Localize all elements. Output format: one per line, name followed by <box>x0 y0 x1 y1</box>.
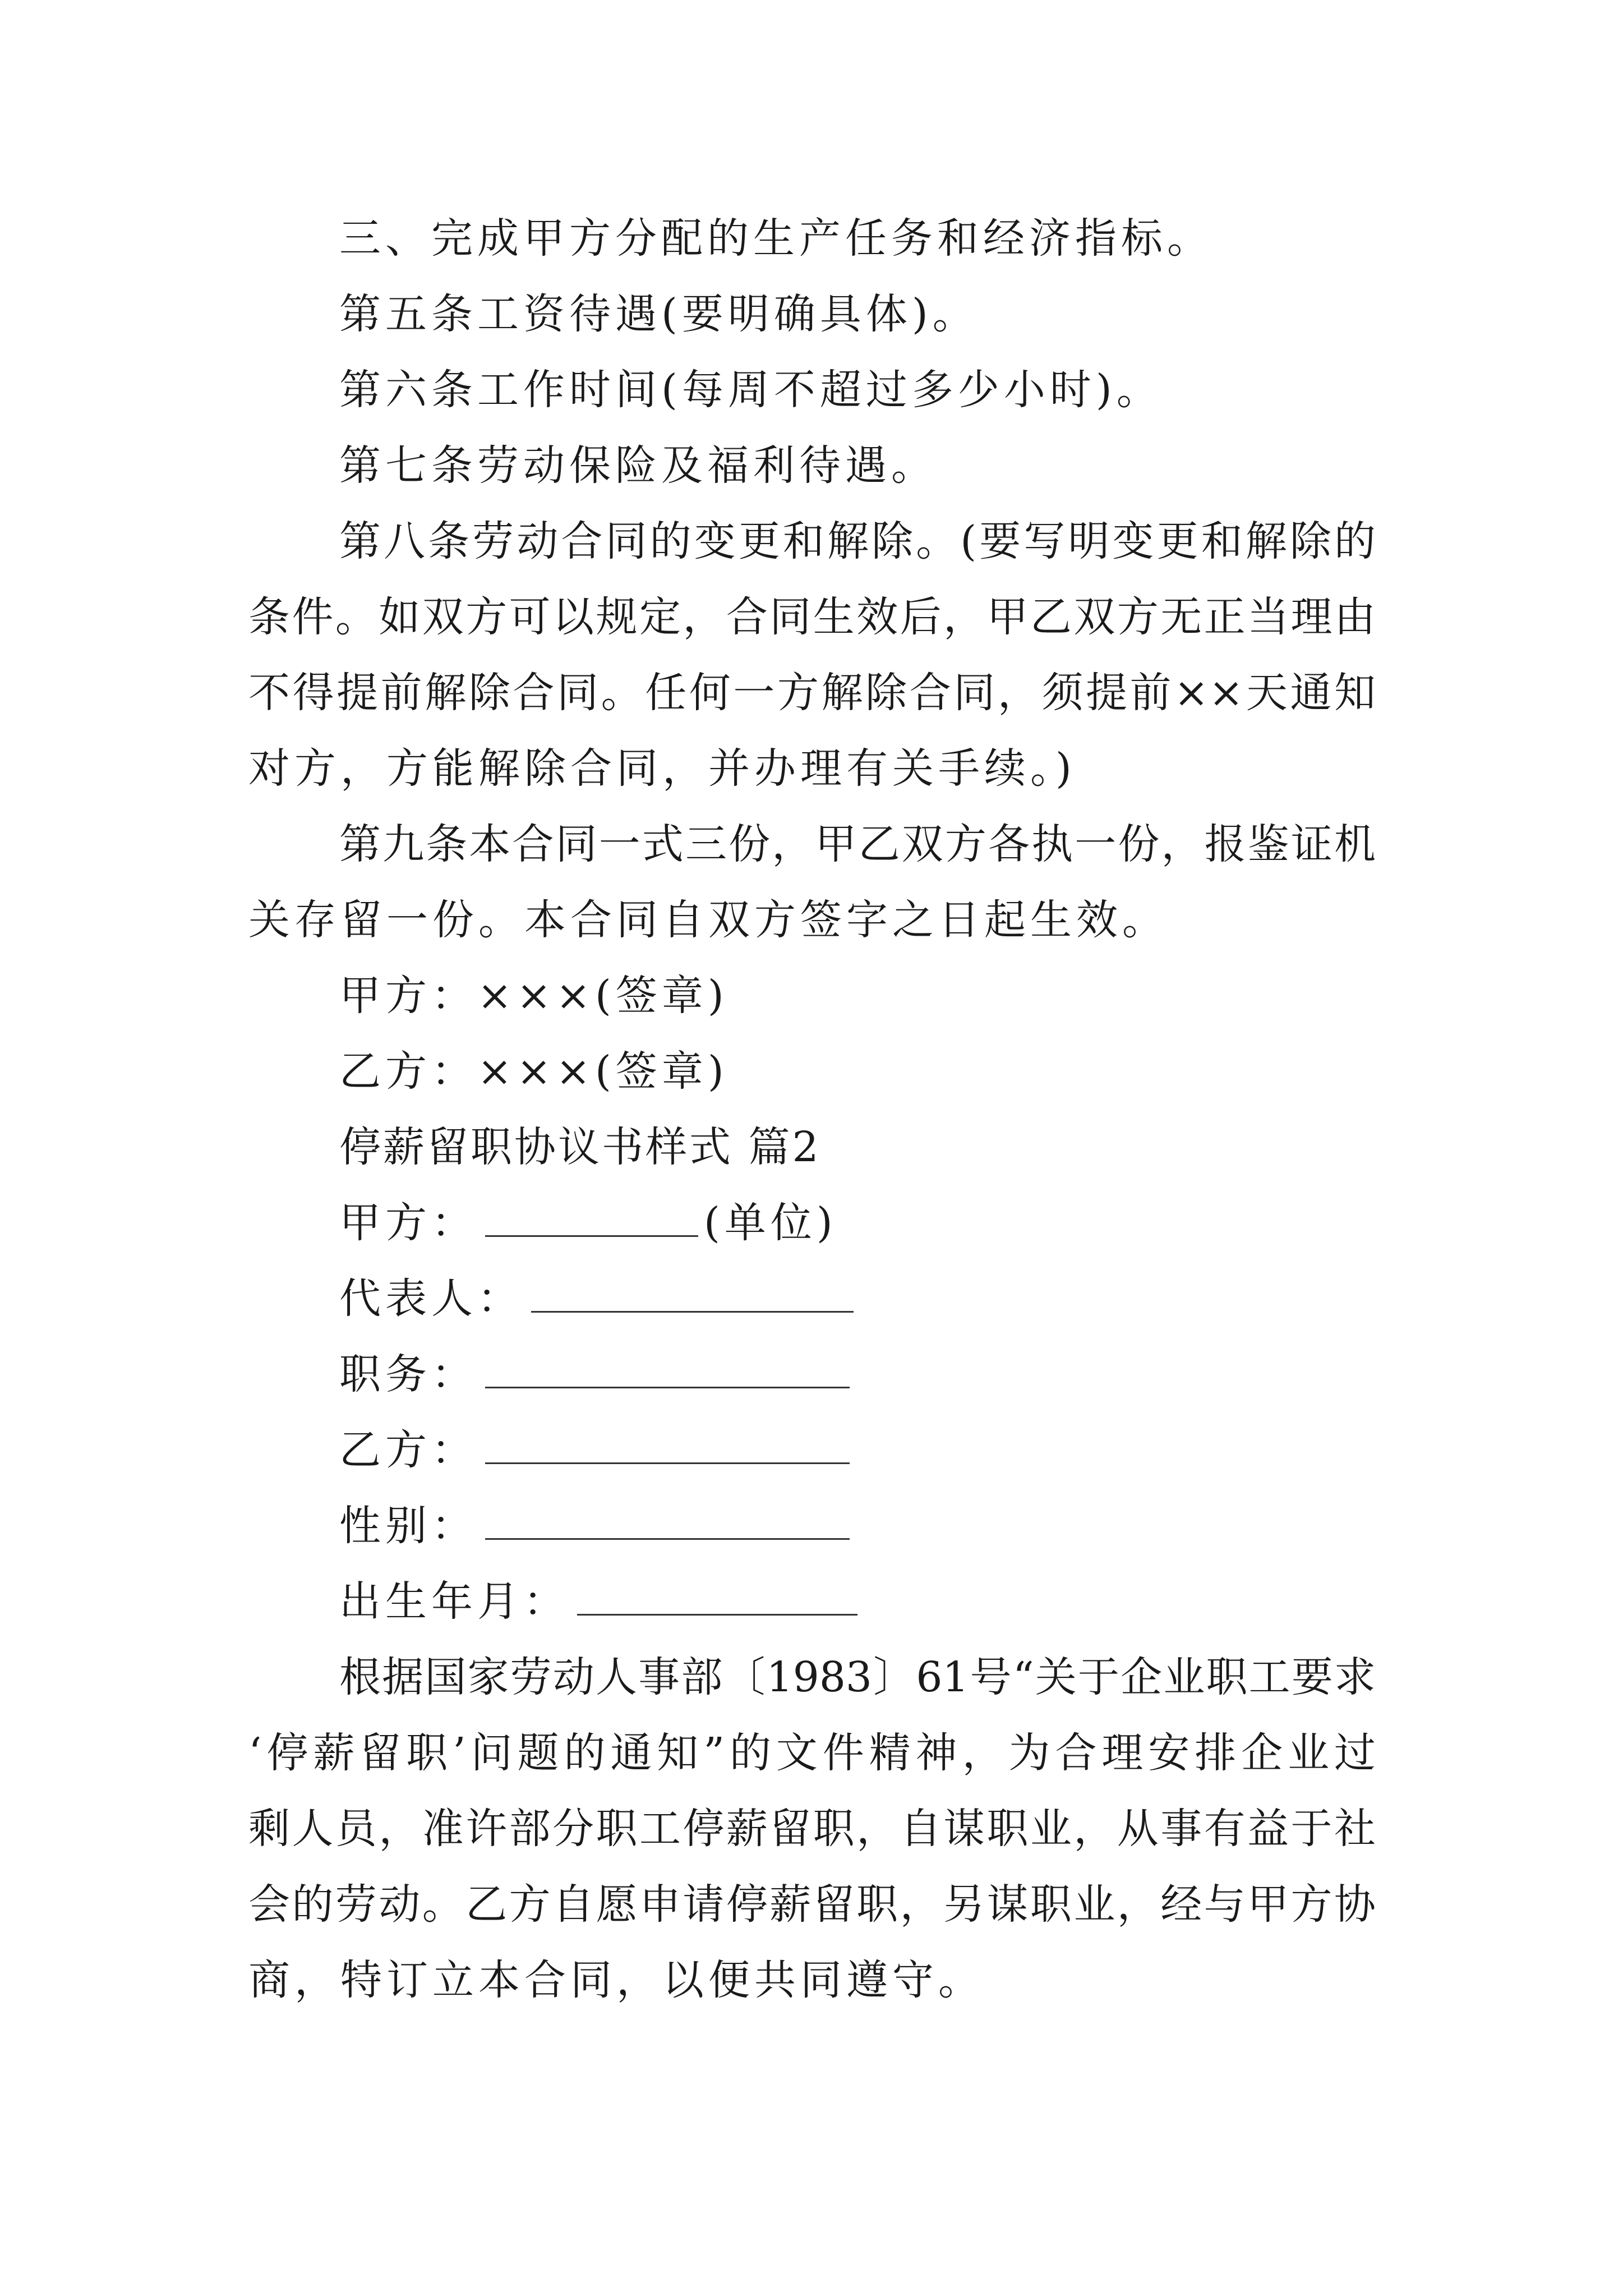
paragraph-line: ‘停薪留职’问题的通知”的文件精神，为合理安排企业过 <box>248 1729 1376 1777</box>
paragraph-line: 关存留一份。本合同自双方签字之日起生效。 <box>248 896 1168 944</box>
field-party-a <box>339 1195 837 1251</box>
field-label: 代表人： <box>339 1274 523 1323</box>
paragraph-line: 第七条劳动保险及福利待遇。 <box>339 441 937 490</box>
blank-line <box>485 1352 850 1388</box>
paragraph-line: 不得提前解除合同。任何一方解除合同，须提前××天通知 <box>248 669 1376 717</box>
field-label: 出生年月： <box>339 1577 569 1626</box>
section-heading: 停薪留职协议书样式 篇2 <box>339 1123 821 1171</box>
blank-line <box>485 1503 850 1540</box>
field-unit: (单位) <box>704 1199 837 1247</box>
paragraph-line: 剩人员，准许部分职工停薪留职，自谋职业，从事有益于社 <box>248 1805 1376 1853</box>
field-position <box>339 1346 850 1402</box>
field-label: 性别： <box>339 1502 477 1550</box>
paragraph-line: 条件。如双方可以规定，合同生效后，甲乙双方无正当理由 <box>248 593 1376 641</box>
field-gender <box>339 1498 850 1554</box>
paragraph-line: 三、完成甲方分配的生产任务和经济指标。 <box>339 214 1213 263</box>
blank-line <box>577 1579 857 1616</box>
field-label: 乙方： <box>339 1426 477 1474</box>
blank-line <box>485 1200 698 1237</box>
paragraph-line: 根据国家劳动人事部〔1983〕61号“关于企业职工要求 <box>339 1653 1376 1701</box>
blank-line <box>531 1276 854 1313</box>
paragraph-line: 第五条工资待遇(要明确具体)。 <box>339 290 979 338</box>
field-party-b <box>339 1422 850 1478</box>
paragraph-line: 第六条工作时间(每周不超过多少小时)。 <box>339 366 1163 414</box>
signature-party-a: 甲方：×××(签章) <box>339 972 728 1020</box>
field-label: 职务： <box>339 1350 477 1398</box>
paragraph-line: 第八条劳动合同的变更和解除。(要写明变更和解除的 <box>339 517 1376 565</box>
paragraph-line: 会的劳动。乙方自愿申请停薪留职，另谋职业，经与甲方协 <box>248 1880 1376 1929</box>
paragraph-line: 对方，方能解除合同，并办理有关手续。) <box>248 744 1076 793</box>
signature-party-b: 乙方：×××(签章) <box>339 1047 728 1096</box>
field-label: 甲方： <box>339 1199 477 1247</box>
paragraph-line: 第九条本合同一式三份，甲乙双方各执一份，报鉴证机 <box>339 820 1376 868</box>
field-representative <box>339 1271 854 1327</box>
blank-line <box>485 1428 850 1464</box>
paragraph-line: 商，特订立本合同，以便共同遵守。 <box>248 1956 984 2004</box>
field-birth-date <box>339 1573 857 1630</box>
